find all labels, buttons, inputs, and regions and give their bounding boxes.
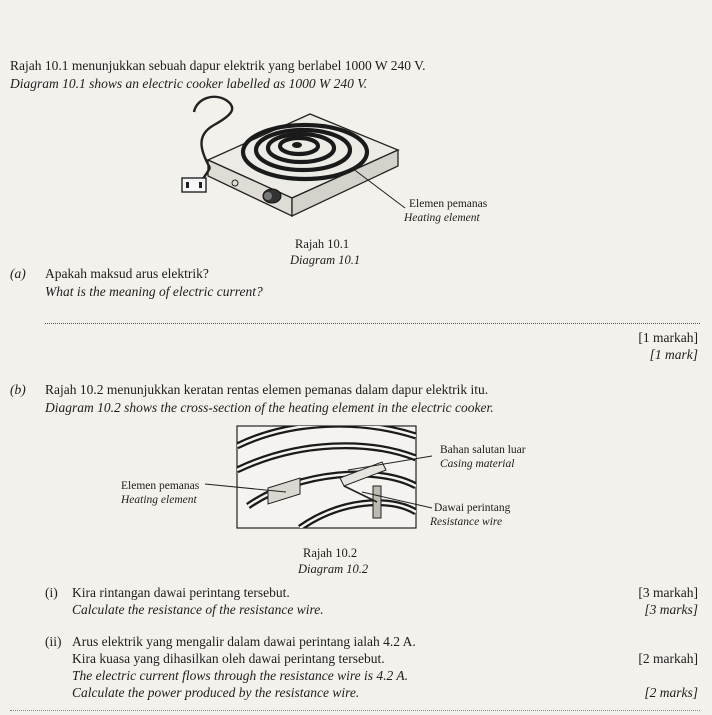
- q1-text-en: Calculate the resistance of the resistance wire.: [72, 602, 324, 617]
- diagram1-caption-en: Diagram 10.1: [290, 253, 361, 267]
- diagram2-caption-ms: Rajah 10.2: [303, 546, 358, 560]
- intro-ms: Rajah 10.1 menunjukkan sebuah dapur elektrik yang berlabel 1000 W 240 V.: [10, 58, 426, 73]
- q2-line2-en: Calculate the power produced by the resistance wire.: [72, 685, 360, 700]
- part-a-letter: (a): [10, 266, 26, 281]
- part-b-intro-en: Diagram 10.2 shows the cross-section of the heating element in the electric cooker.: [45, 400, 494, 415]
- part-a-question-en: What is the meaning of electric current?: [45, 284, 263, 299]
- diagram2-caption-en: Diagram 10.2: [298, 562, 369, 576]
- heating-label-en: Heating element: [121, 494, 197, 506]
- q1-marks-en: [3 marks]: [644, 602, 698, 617]
- diagram1-label-ms: Elemen pemanas: [409, 198, 488, 210]
- q2-marks-en: [2 marks]: [644, 685, 698, 700]
- q2-line1-en: The electric current flows through the resistance wire is 4.2 A.: [72, 668, 408, 683]
- q1-number: (i): [45, 585, 58, 600]
- diagram1-label-en: Heating element: [404, 212, 480, 224]
- intro-en: Diagram 10.1 shows an electric cooker labelled as 1000 W 240 V.: [10, 76, 368, 91]
- heating-label-ms: Elemen pemanas: [121, 480, 200, 492]
- q1-marks-ms: [3 markah]: [638, 585, 698, 600]
- q2-line2-ms: Kira kuasa yang dihasilkan oleh dawai perintang tersebut.: [72, 651, 385, 666]
- part-b-letter: (b): [10, 382, 26, 397]
- part-a-marks-en: [1 mark]: [649, 347, 698, 362]
- part-a-marks-ms: [1 markah]: [638, 330, 698, 345]
- casing-label-ms: Bahan salutan luar: [440, 444, 526, 456]
- casing-label-en: Casing material: [440, 458, 515, 470]
- q1-text-ms: Kira rintangan dawai perintang tersebut.: [72, 585, 290, 600]
- part-a-question-ms: Apakah maksud arus elektrik?: [45, 266, 209, 281]
- wire-label-en: Resistance wire: [430, 516, 503, 528]
- diagram1-caption-ms: Rajah 10.1: [295, 237, 350, 251]
- q2-number: (ii): [45, 634, 62, 649]
- wire-label-ms: Dawai perintang: [434, 502, 511, 514]
- bottom-rule: [10, 710, 700, 711]
- q2-marks-ms: [2 markah]: [638, 651, 698, 666]
- part-b-intro-ms: Rajah 10.2 menunjukkan keratan rentas elemen pemanas dalam dapur elektrik itu.: [45, 382, 489, 397]
- q2-line1-ms: Arus elektrik yang mengalir dalam dawai perintang ialah 4.2 A.: [72, 634, 416, 649]
